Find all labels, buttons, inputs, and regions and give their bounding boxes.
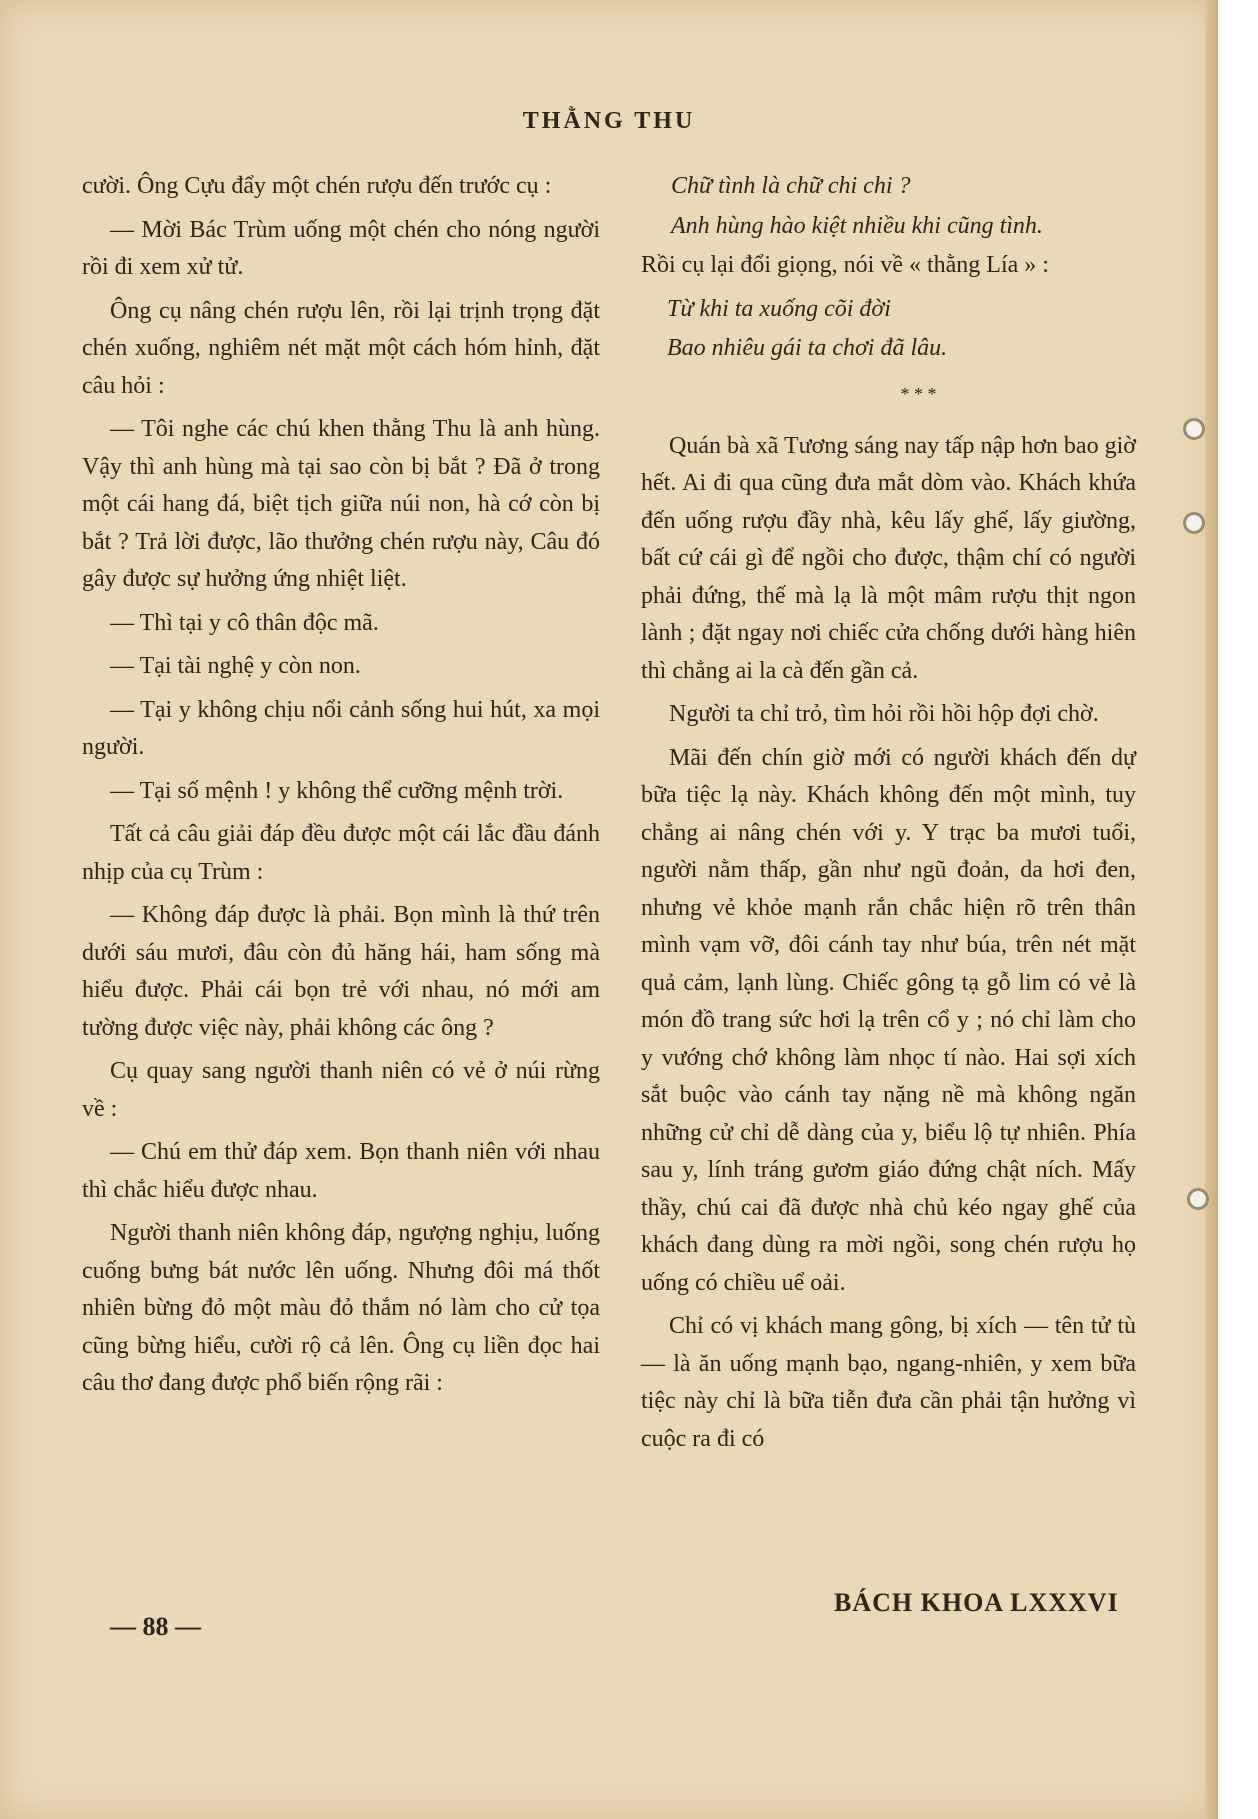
running-header: THẰNG THU [522,108,696,134]
poem-line: Anh hùng hào kiệt nhiều khi cũng tình. [671,212,1043,239]
paragraph: — Chú em thử đáp xem. Bọn thanh niên với nhau thì chắc hiểu được nhau. [82,1139,600,1203]
left-column [82,168,600,1409]
paragraph: Người ta chỉ trỏ, tìm hỏi rồi hồi hộp đợi chờ. [669,701,1099,727]
section-separator: * * * [900,383,937,404]
paragraph: — Thì tại y cô thân độc mã. [110,609,379,636]
paragraph: — Tại tài nghệ y còn non. [110,653,361,679]
paragraph: — Tại số mệnh ! y không thể cưỡng mệnh trời. [110,777,564,804]
poem-line: Bao nhiêu gái ta chơi đã lâu. [667,335,948,361]
page-edge [1205,0,1218,1819]
binding-hole [1187,1188,1209,1210]
paragraph: Rồi cụ lại đổi giọng, nói về « thằng Lía » : [641,252,1049,278]
paragraph: Tất cả câu giải đáp đều được một cái lắc đầu đánh nhịp của cụ Trùm : [82,821,600,885]
paragraph: — Tôi nghe các chú khen thằng Thu là anh hùng. Vậy thì anh hùng mà tại sao còn bị bắt ? Đã ở trong một cái hang đá, biệt tịch giữa núi non, hà cớ còn bị bắt ? Trả lời được, lão thưởng chén rượu này, Câu đó gây được sự hưởng ứng nhiệt liệt. [82,416,600,592]
binding-hole [1183,512,1205,534]
binding-hole [1183,418,1205,440]
paragraph: Cụ quay sang người thanh niên có vẻ ở núi rừng về : [82,1058,600,1122]
paragraph: cười. Ông Cựu đẩy một chén rượu đến trước cụ : [82,173,552,199]
poem-line: Chữ tình là chữ chi chi ? [671,173,911,199]
paragraph: Quán bà xã Tương sáng nay tấp nập hơn bao giờ hết. Ai đi qua cũng đưa mắt dòm vào. Khách khứa đến uống rượu đầy nhà, kêu lấy ghế, lấy giường, bất cứ cái gì để ngồi cho được, thậm chí có người phải đứng, thế mà lạ là một mâm rượu thịt ngon lành ; đặt ngay nơi chiếc cửa chống dưới hàng hiên thì chẳng ai la cà đến gần cả. [641,432,1136,684]
page-number: — 88 — [110,1612,201,1641]
paragraph: — Mời Bác Trùm uống một chén cho nóng người rồi đi xem xử tử. [82,216,600,280]
paragraph: — Tại y không chịu nổi cảnh sống hui hút, xa mọi người. [82,696,600,760]
paragraph: Mãi đến chín giờ mới có người khách đến dự bữa tiệc lạ này. Khách không đến một mình, tuy chẳng ai nâng chén với y. Y trạc ba mươi tuổi, người nằm thấp, gần như ngũ đoản, da hơi đen, nhưng vẻ khỏe mạnh rắn chắc hiện rõ trên thân mình vạm vỡ, đôi cánh tay như búa, trên nét mặt quả cảm, lạnh lùng. Chiếc gông tạ gỗ lim có vẻ là món đồ trang sức hơi lạ trên cổ y ; nó chỉ làm cho y vướng chớ không làm nhọc tí nào. Hai sợi xích sắt buộc vào cánh tay nặng nề mà không ngăn những cử chỉ dễ dàng của y, biểu lộ tự nhiên. Phía sau y, lính tráng gươm giáo đứng chật ních. Mấy thầy, chú cai đã được nhà chủ kéo ngay ghế của khách đang dùng ra mời ngồi, song chén rượu họ uống có chiều uể oải. [641,744,1136,1296]
paragraph: Ông cụ nâng chén rượu lên, rồi lại trịnh trọng đặt chén xuống, nghiêm nét mặt một cách hóm hỉnh, đặt câu hỏi : [82,297,600,399]
paragraph: Chỉ có vị khách mang gông, bị xích — tên tử tù — là ăn uống mạnh bạo, ngang-nhiên, y xem bữa tiệc này chỉ là bữa tiễn đưa cần phải tận hưởng vì cuộc ra đi có [641,1313,1136,1452]
journal-name: BÁCH KHOA LXXXVI [834,1588,1119,1617]
paragraph: — Không đáp được là phải. Bọn mình là thứ trên dưới sáu mươi, đâu còn đủ hăng hái, ham sống mà hiểu được. Phải cái bọn trẻ với nhau, nó mới am tường được việc này, phải không các ông ? [82,902,600,1041]
poem-line: Từ khi ta xuống cõi đời [667,295,891,322]
right-column [641,168,1136,1464]
paragraph: Người thanh niên không đáp, ngượng nghịu, luống cuống bưng bát nước lên uống. Nhưng đôi má thốt nhiên bừng đỏ một màu đỏ thắm nó làm cho cử tọa cũng bừng hiểu, cười rộ cả lên. Ông cụ liền đọc hai câu thơ đang được phổ biến rộng rãi : [82,1220,600,1396]
